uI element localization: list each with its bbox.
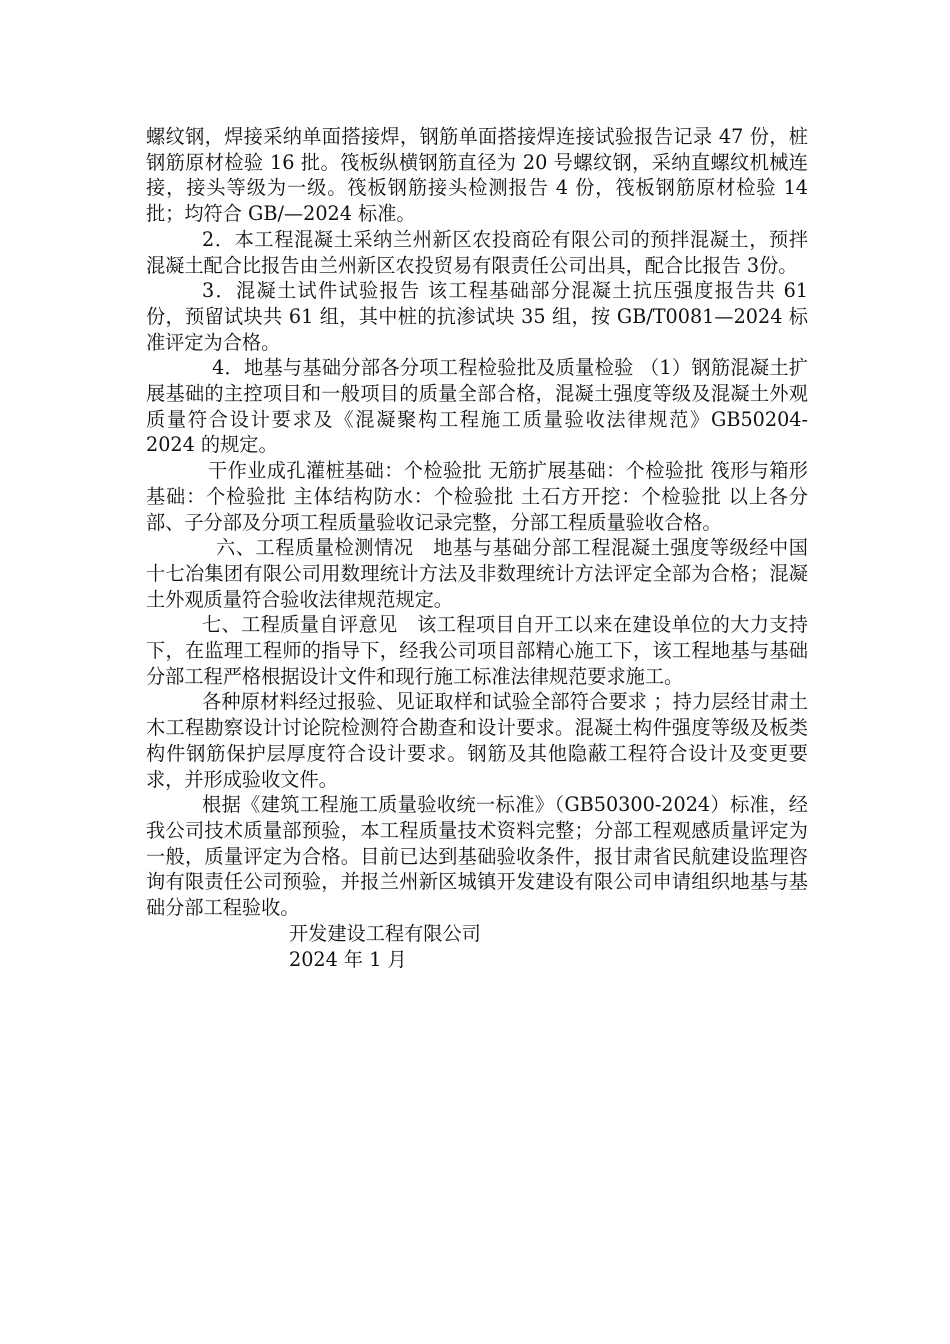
paragraph-batch-list: 干作业成孔灌桩基础：个检验批 无筋扩展基础：个检验批 筏形与箱形基础：个检验批 主体结构防水：个检验批 土石方开挖：个检验批 以上各分部、子分部及分项工程质量验收记录完整，分部工程质量验收合格。 (146, 459, 808, 534)
document-page (146, 124, 808, 972)
paragraph-inspection-batches: 4．地基与基础分部各分项工程检验批及质量检验 （1）钢筋混凝土扩展基础的主控项目和一般项目的质量全部合格，混凝土强度等级及混凝土外观质量符合设计要求及《混凝聚构工程施工质量验收法律规范》GB50204-2024 的规定。 (146, 356, 808, 457)
paragraph-test-reports: 3．混凝土试件试验报告 该工程基础部分混凝土抗压强度报告共 61 份，预留试块共 61 组，其中桩的抗渗试块 35 组，按 GB/T0081—2024 标准评定为合格。 (146, 279, 808, 354)
paragraph-concrete-supplier: 2．本工程混凝土采纳兰州新区农投商砼有限公司的预拌混凝土，预拌混凝土配合比报告由兰州新区农投贸易有限责任公司出具，配合比报告 3份。 (146, 227, 808, 277)
paragraph-materials: 各种原材料经过报验、见证取样和试验全部符合要求 ；持力层经甘肃土木工程勘察设计讨论院检测符合勘查和设计要求。混凝土构件强度等级及板类构件钢筋保护层厚度符合设计要求。钢筋及其他隐蔽工程符合设计及变更要求，并形成验收文件。 (146, 690, 808, 791)
paragraph-conclusion: 根据《建筑工程施工质量验收统一标准》（GB50300-2024）标准，经我公司技术质量部预验，本工程质量技术资料完整；分部工程观感质量评定为一般，质量评定为合格。目前已达到基础验收条件，报甘肃省民航建设监理咨询有限责任公司预验，并报兰州新区城镇开发建设有限公司申请组织地基与基础分部工程验收。 (146, 793, 808, 920)
paragraph-quality-testing: 六、工程质量检测情况 地基与基础分部工程混凝土强度等级经中国十七冶集团有限公司用数理统计方法及非数理统计方法评定全部为合格；混凝土外观质量符合验收法律规范规定。 (146, 536, 808, 611)
paragraph-self-evaluation: 七、工程质量自评意见 该工程项目自开工以来在建设单位的大力支持下，在监理工程师的指导下，经我公司项目部精心施工下，该工程地基与基础分部工程严格根据设计文件和现行施工标准法律规范要求施工。 (146, 613, 808, 688)
signature-company: 开发建设工程有限公司 (289, 921, 481, 945)
paragraph-rebar-welding: 螺纹钢，焊接采纳单面搭接焊，钢筋单面搭接焊连接试验报告记录 47 份，桩钢筋原材检验 16 批。筏板纵横钢筋直径为 20 号螺纹钢，采纳直螺纹机械连接，接头等级为一级。筏板钢筋接头检测报告 4 份，筏板钢筋原材检验 14 批；均符合 GB/—2024 标准。 (146, 125, 808, 226)
signature-date: 2024 年 1 月 (289, 947, 407, 971)
